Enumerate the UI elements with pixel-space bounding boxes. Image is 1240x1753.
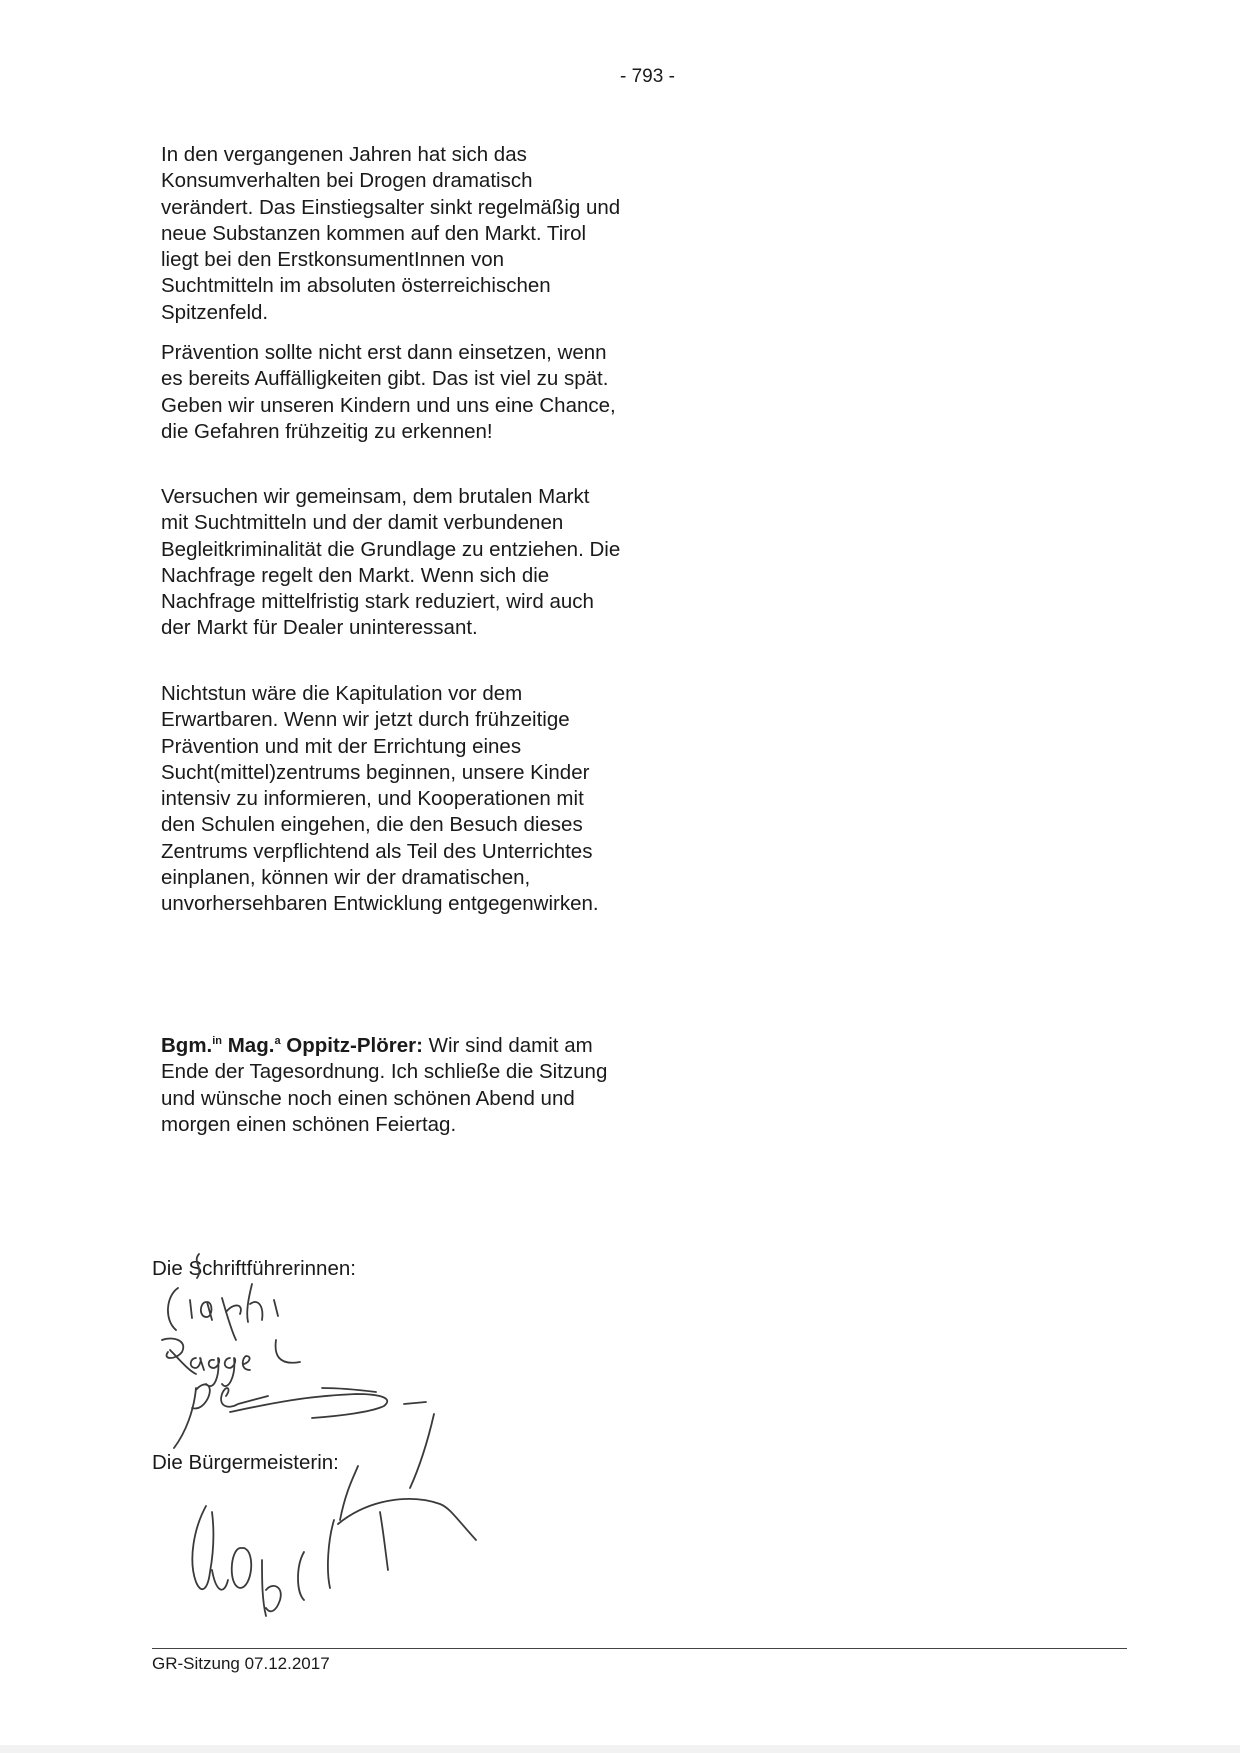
signature-mayor — [192, 1466, 476, 1616]
body-paragraph: In den vergangenen Jahren hat sich das Konsumverhalten bei Drogen dramatisch verändert. Das Einstiegsalter sinkt regelmäßig und neue Substanzen kommen auf den Markt. Tirol liegt bei den ErstkonsumentInnen von Suchtmitteln im absoluten österreichischen Spitzenfeld. — [161, 143, 621, 324]
mayor-label: Die Bürgermeisterin: — [152, 1451, 339, 1474]
page-bottom-edge — [0, 1745, 1240, 1753]
page-number: - 793 - — [620, 66, 675, 87]
footer-rule — [152, 1648, 1127, 1649]
signature-secretary-1 — [168, 1284, 278, 1340]
closing-statement — [161, 1033, 621, 1138]
speaker-label: Bgm.$^{in}$ Mag.$^a$ Oppitz-Plörer: — [161, 1034, 423, 1057]
footer-text: GR-Sitzung 07.12.2017 — [152, 1654, 330, 1673]
secretaries-label: Die Schriftführerinnen: — [152, 1257, 356, 1280]
body-paragraph: Versuchen wir gemeinsam, dem brutalen Markt mit Suchtmitteln und der damit verbundenen Begleitkriminalität die Grundlage zu entziehen. Die Nachfrage regelt den Markt. Wenn sich die Nachfrage mittelfristig stark reduziert, wird auch der Markt für Dealer uninteressant. — [161, 485, 621, 640]
signature-secretary-2 — [162, 1339, 300, 1387]
closing-text: Wir sind damit am Ende der Tagesordnung. Ich schließe die Sitzung und wünsche noch einen schönen Abend und morgen einen schönen Feiertag. — [161, 1034, 608, 1136]
body-paragraph: Prävention sollte nicht erst dann einsetzen, wenn es bereits Auffälligkeiten gibt. Das ist viel zu spät. Geben wir unseren Kindern und uns eine Chance, die Gefahren frühzeitig zu erkennen! — [161, 341, 616, 443]
body-paragraph: Nichtstun wäre die Kapitulation vor dem Erwartbaren. Wenn wir jetzt durch frühzeitige Prävention und mit der Errichtung eines Sucht(mittel)zentrums beginnen, unsere Kinder intensiv zu informieren, und Kooperationen mit den Schulen eingehen, die den Besuch dieses Zentrums verpflichtend als Teil des Unterrichtes einplanen, können wir der dramatischen, unvorhersehbaren Entwicklung entgegenwirken. — [161, 682, 599, 916]
